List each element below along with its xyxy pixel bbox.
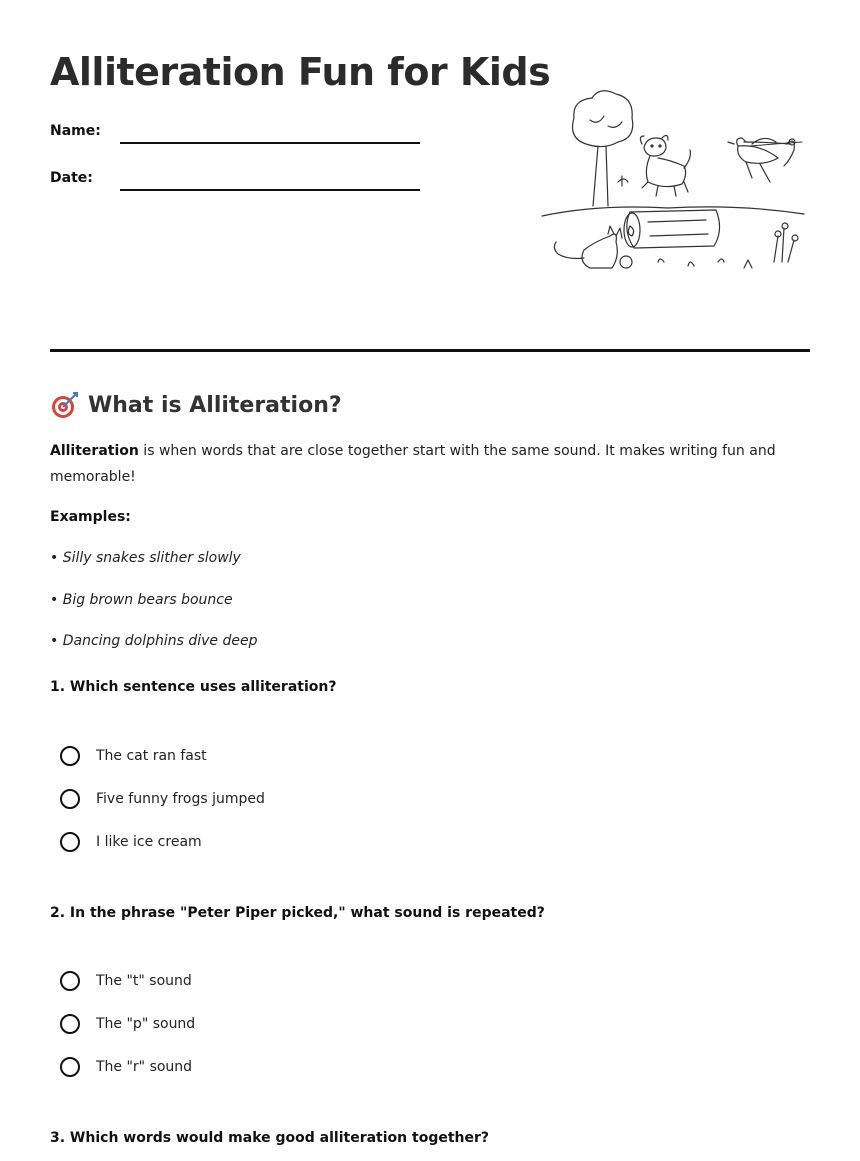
radio-button[interactable] bbox=[60, 1057, 80, 1077]
radio-button[interactable] bbox=[60, 832, 80, 852]
section-heading bbox=[50, 390, 342, 420]
question-1: 1. Which sentence uses alliteration? bbox=[50, 679, 337, 695]
date-field[interactable] bbox=[50, 168, 420, 192]
animals-in-park-illustration bbox=[538, 86, 810, 286]
radio-button[interactable] bbox=[60, 1014, 80, 1034]
target-icon bbox=[50, 390, 80, 420]
intro-term: Alliteration bbox=[50, 443, 139, 459]
name-input-line[interactable] bbox=[120, 142, 420, 144]
question-3: 3. Which words would make good alliteration together? bbox=[50, 1130, 490, 1146]
option-label: The "p" sound bbox=[96, 1016, 196, 1032]
example-item: • Dancing dolphins dive deep bbox=[50, 633, 258, 649]
q2-option-1[interactable] bbox=[60, 969, 192, 993]
q1-option-2[interactable] bbox=[60, 787, 265, 811]
option-label: The "t" sound bbox=[96, 973, 192, 989]
name-label: Name: bbox=[50, 123, 101, 139]
option-label: The cat ran fast bbox=[96, 748, 207, 764]
option-label: The "r" sound bbox=[96, 1059, 193, 1075]
section-divider bbox=[50, 349, 810, 352]
radio-button[interactable] bbox=[60, 746, 80, 766]
section-heading-text: What is Alliteration? bbox=[88, 392, 342, 418]
date-input-line[interactable] bbox=[120, 189, 420, 191]
q2-option-2[interactable] bbox=[60, 1012, 195, 1036]
question-2: 2. In the phrase "Peter Piper picked," what sound is repeated? bbox=[50, 905, 545, 921]
example-item: • Silly snakes slither slowly bbox=[50, 550, 241, 566]
radio-button[interactable] bbox=[60, 971, 80, 991]
examples-label: Examples: bbox=[50, 509, 131, 525]
date-label: Date: bbox=[50, 170, 93, 186]
option-label: I like ice cream bbox=[96, 834, 202, 850]
q1-option-3[interactable] bbox=[60, 830, 202, 854]
option-label: Five funny frogs jumped bbox=[96, 791, 265, 807]
example-item: • Big brown bears bounce bbox=[50, 592, 233, 608]
page-title: Alliteration Fun for Kids bbox=[50, 50, 551, 94]
q1-option-1[interactable] bbox=[60, 744, 207, 768]
name-field[interactable] bbox=[50, 121, 420, 145]
intro-paragraph bbox=[50, 438, 810, 490]
intro-text: is when words that are close together start with the same sound. It makes writing fun and memorable! bbox=[50, 443, 776, 485]
q2-option-3[interactable] bbox=[60, 1055, 192, 1079]
radio-button[interactable] bbox=[60, 789, 80, 809]
